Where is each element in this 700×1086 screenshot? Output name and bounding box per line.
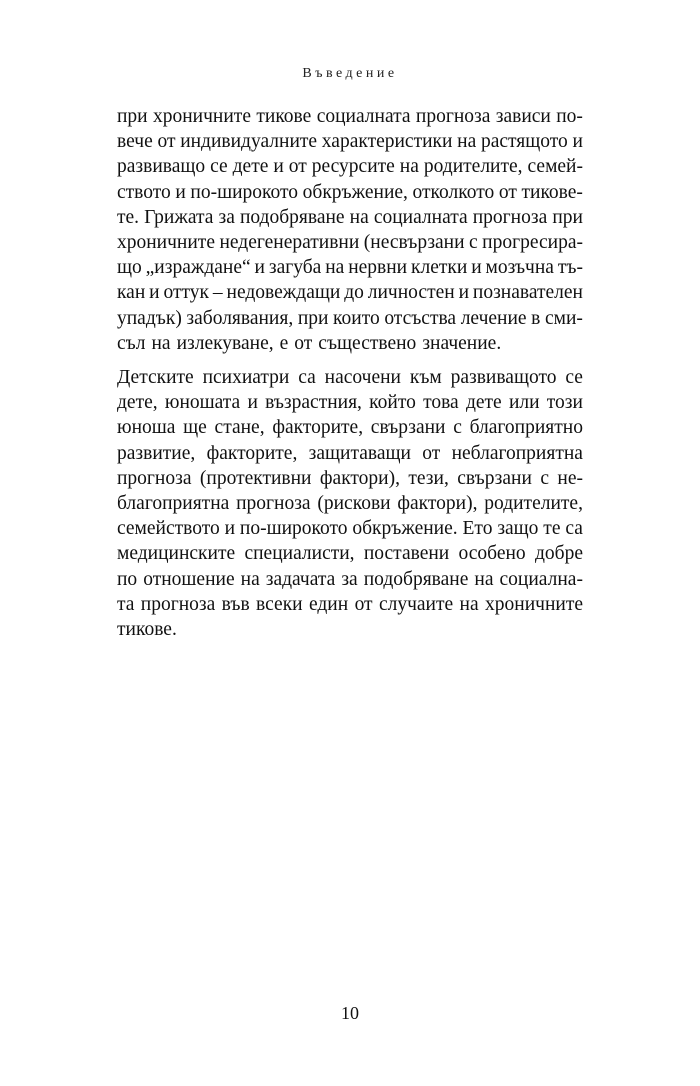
text-line: медицинските специалисти, поставени особено добре bbox=[117, 543, 583, 565]
running-head: Въведение bbox=[302, 66, 398, 81]
paragraph bbox=[117, 365, 583, 642]
page-number: 10 bbox=[341, 1003, 359, 1023]
text-line: тикове. bbox=[117, 619, 177, 641]
text-line: Детските психиатри са насочени към развиващото се bbox=[117, 367, 583, 389]
text-line: ството и по-широкото обкръжение, отколкото от тикове- bbox=[117, 181, 583, 203]
text-line: упадък) заболявания, при които отсъства лечение в сми- bbox=[117, 307, 583, 329]
text-line: благоприятна прогноза (рискови фактори), родителите, bbox=[117, 493, 583, 515]
text-line: те. Грижата за подобряване на социалната прогноза при bbox=[117, 206, 583, 228]
text-line: прогноза (протективни фактори), тези, свързани с не- bbox=[117, 467, 583, 489]
text-line: та прогноза във всеки един от случаите на хроничните bbox=[117, 593, 583, 615]
text-line: съл на излекуване, е от съществено значение. bbox=[117, 332, 502, 354]
text-line: дете, юношата и възрастния, който това дете или този bbox=[117, 392, 583, 414]
text-line: хроничните недегенеративни (несвързани с прогресира- bbox=[117, 232, 583, 254]
text-line: юноша ще стане, факторите, свързани с благоприятно bbox=[117, 417, 583, 439]
text-line: по отношение на задачата за подобряване на социална- bbox=[117, 568, 583, 590]
paragraph bbox=[117, 104, 583, 356]
body-text bbox=[117, 104, 583, 642]
text-line: развиващо се дете и от ресурсите на родителите, семей- bbox=[117, 156, 583, 178]
text-line: що „израждане“ и загуба на нервни клетки и мозъчна тъ- bbox=[117, 257, 583, 279]
text-line: развитие, факторите, защитаващи от неблагоприятна bbox=[117, 442, 583, 464]
text-line: кан и оттук – недовеждащи до личностен и познавателен bbox=[117, 282, 583, 304]
text-line: семейството и по-широкото обкръжение. Ето защо те са bbox=[117, 518, 583, 540]
text-line: вече от индивидуалните характеристики на растящото и bbox=[117, 131, 583, 153]
text-line: при хроничните тикове социалната прогноза зависи по- bbox=[117, 106, 583, 127]
